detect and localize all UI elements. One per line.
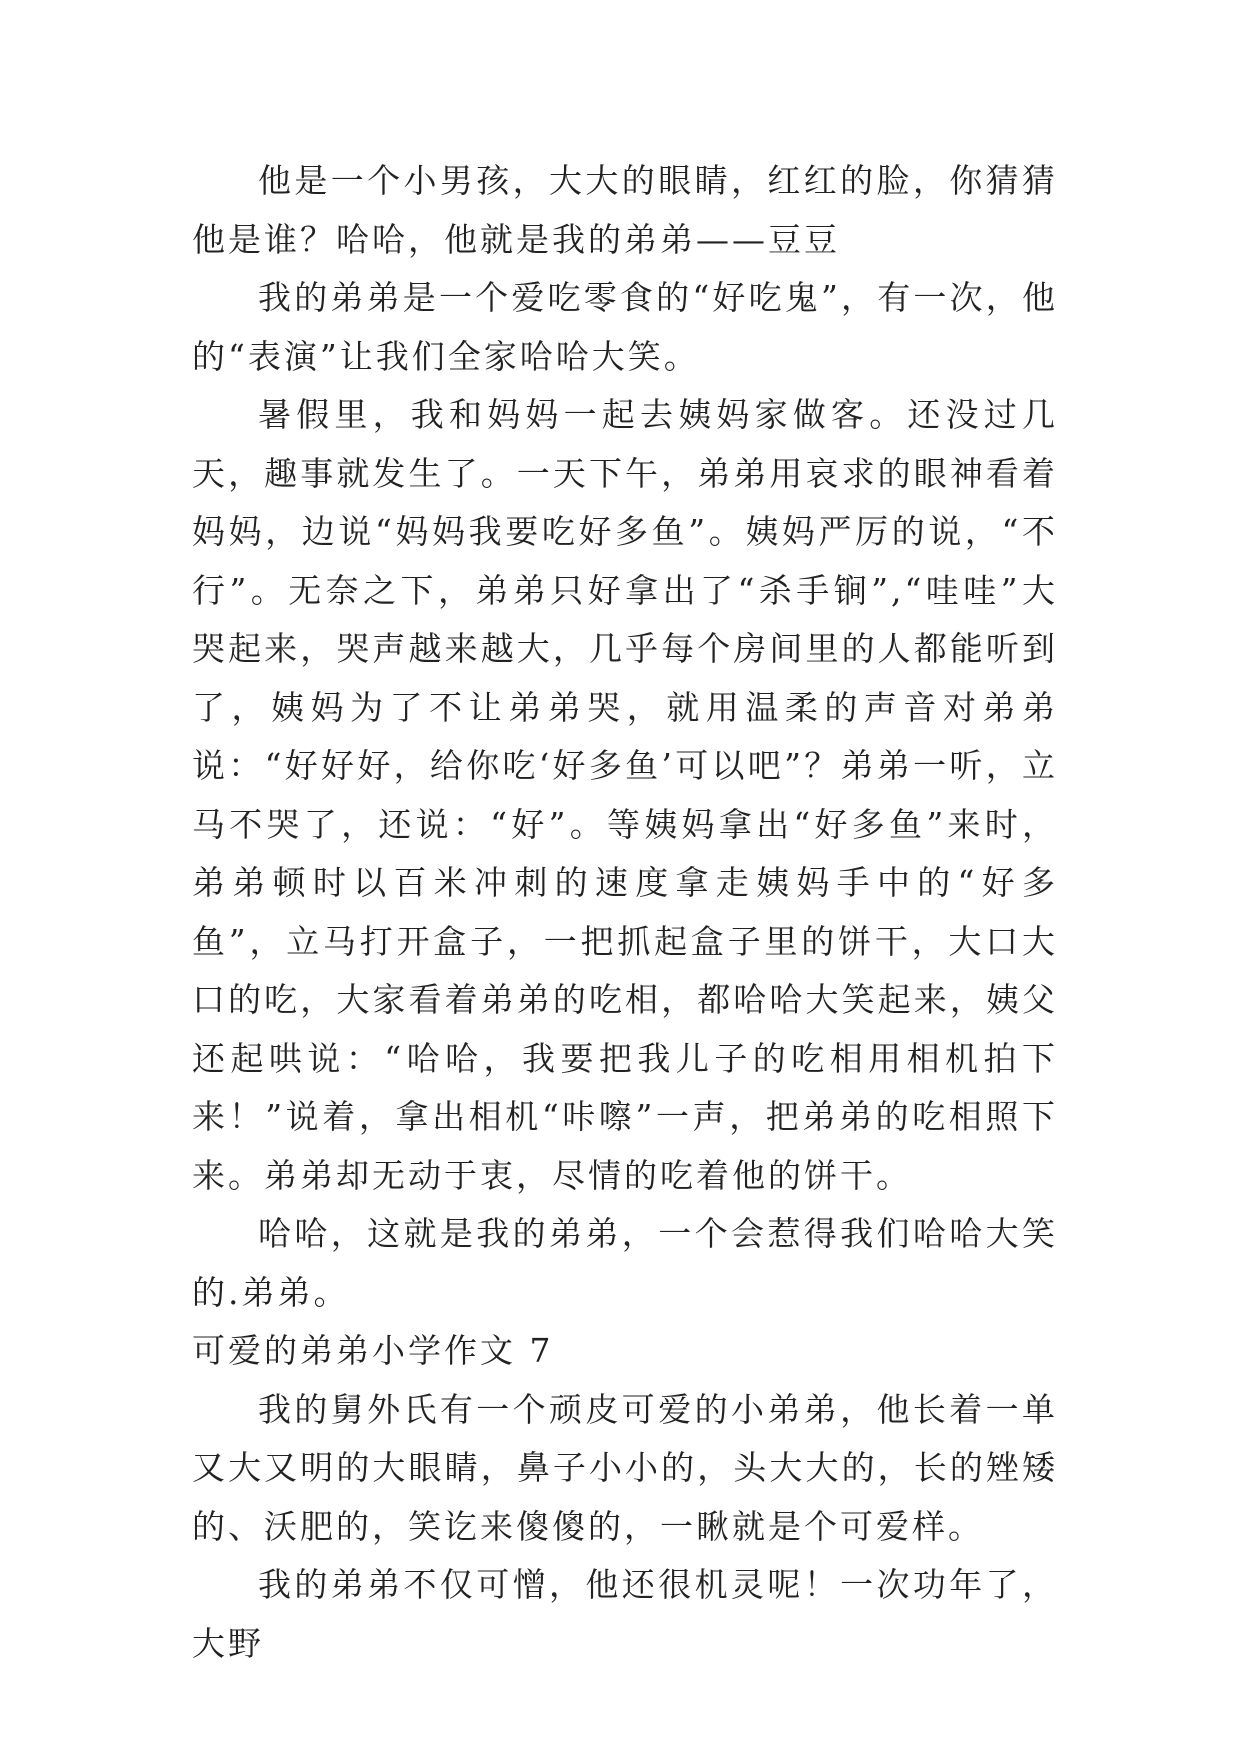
paragraph-description: 我的舅外氏有一个顽皮可爱的小弟弟，他长着一单又大又明的大眼睛，鼻子小小的，头大大的，长的矬矮的、沃肥的，笑讫来傻傻的，一瞅就是个可爱样。: [192, 1389, 1058, 1546]
paragraph-summer-story: 暑假里，我和妈妈一起去姨妈家做客。还没过几天，趣事就发生了。一天下午，弟弟用哀求的眼神看着妈妈，边说“妈妈我要吃好多鱼”。姨妈严厉的说，“不行”。无奈之下，弟弟只好拿出了“杀手锏”,“哇哇”大哭起来，哭声越来越大，几乎每个房间里的人都能听到了，姨妈为了不让弟弟哭，就用温柔的声音对弟弟说：“好好好，给你吃‘好多鱼’可以吧”？弟弟一听，立马不哭了，还说：“好”。等姨妈拿出“好多鱼”来时，弟弟顿时以百米冲刺的速度拿走姨妈手中的“好多鱼”，立马打开盒子，一把抓起盒子里的饼干，大口大口的吃，大家看着弟弟的吃相，都哈哈大笑起来，姨父还起哄说：“哈哈，我要把我儿子的吃相用相机拍下来！”说着，拿出相机“咔嚓”一声，把弟弟的吃相照下来。弟弟却无动于衷，尽情的吃着他的饼干。: [192, 395, 1058, 1195]
paragraph-conclusion: 哈哈，这就是我的弟弟，一个会惹得我们哈哈大笑的.弟弟。: [192, 1214, 1058, 1312]
paragraph-snack-lover: 我的弟弟是一个爱吃零食的“好吃鬼”，有一次，他的“表演”让我们全家哈哈大笑。: [192, 278, 1058, 376]
essay-heading: 可爱的弟弟小学作文 7: [192, 1331, 554, 1370]
paragraph-intro: 他是一个小男孩，大大的眼睛，红红的脸，你猜猜他是谁？哈哈，他就是我的弟弟——豆豆: [192, 161, 1058, 259]
document-page: [192, 152, 1058, 1673]
paragraph-clever: 我的弟弟不仅可憎，他还很机灵呢！一次功年了，大野: [192, 1565, 1058, 1663]
